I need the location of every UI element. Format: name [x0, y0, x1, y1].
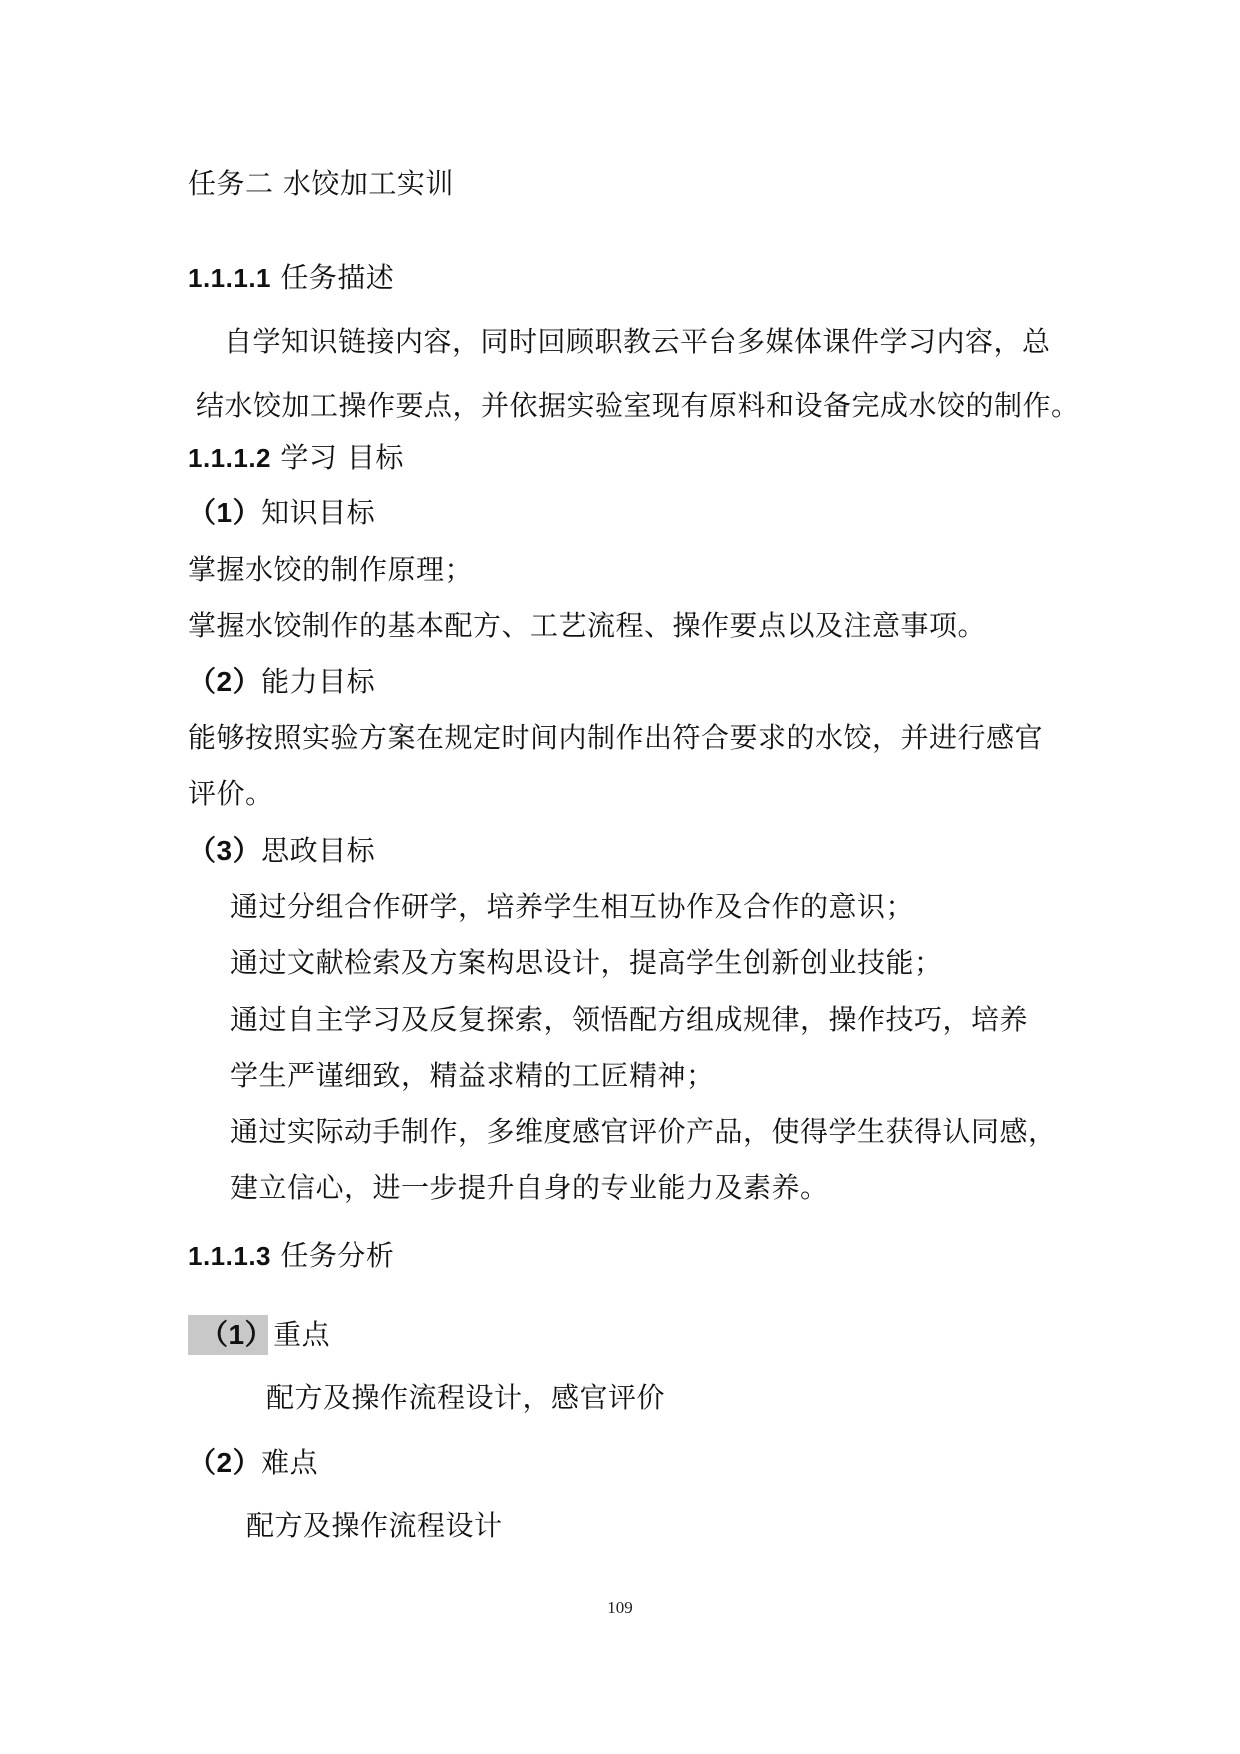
knowledge-goal-heading	[188, 495, 375, 531]
key-point-text: 配方及操作流程设计，感官评价	[266, 1381, 666, 1414]
ability-goal-line-2: 评价。	[188, 777, 274, 810]
item-number: （1）	[188, 497, 262, 528]
section-number: 1.1.1.3	[188, 1241, 272, 1271]
key-point-heading	[200, 1317, 330, 1353]
knowledge-goal-item-2: 掌握水饺制作的基本配方、工艺流程、操作要点以及注意事项。	[188, 609, 987, 642]
ideology-goal-heading	[188, 833, 375, 869]
section-title: 任务描述	[280, 261, 395, 294]
difficult-point-text: 配方及操作流程设计	[246, 1509, 503, 1542]
section-number: 1.1.1.1	[188, 263, 272, 293]
ideology-goal-item-4-line-2: 建立信心，进一步提升自身的专业能力及素养。	[230, 1171, 829, 1204]
description-line-1: 自学知识链接内容，同时回顾职教云平台多媒体课件学习内容，总	[224, 325, 1051, 358]
task-title: 任务二 水饺加工实训	[188, 167, 454, 200]
section-heading-task-description	[188, 260, 394, 296]
item-label: 知识目标	[261, 496, 376, 529]
section-title: 学习 目标	[280, 441, 404, 474]
ideology-goal-item-1: 通过分组合作研学，培养学生相互协作及合作的意识；	[230, 890, 915, 923]
item-label: 思政目标	[261, 834, 376, 867]
page-number: 109	[607, 1598, 633, 1617]
ability-goal-heading	[188, 664, 375, 700]
ability-goal-line-1: 能够按照实验方案在规定时间内制作出符合要求的水饺，并进行感官	[188, 721, 1044, 754]
item-label: 难点	[261, 1446, 319, 1479]
ideology-goal-item-3-line-1: 通过自主学习及反复探索，领悟配方组成规律，操作技巧，培养	[230, 1003, 1029, 1036]
ideology-goal-item-3-line-2: 学生严谨细致，精益求精的工匠精神；	[230, 1059, 715, 1092]
section-number: 1.1.1.2	[188, 443, 272, 473]
ideology-goal-item-2: 通过文献检索及方案构思设计，提高学生创新创业技能；	[230, 946, 943, 979]
section-heading-task-analysis	[188, 1238, 394, 1274]
ideology-goal-item-4-line-1: 通过实际动手制作，多维度感官评价产品，使得学生获得认同感，	[230, 1115, 1057, 1148]
difficult-point-heading	[188, 1445, 318, 1481]
item-number: （2）	[188, 666, 262, 697]
description-line-2: 结水饺加工操作要点，并依据实验室现有原料和设备完成水饺的制作。	[196, 389, 1080, 422]
section-heading-learning-goals	[188, 440, 404, 476]
section-title: 任务分析	[280, 1239, 395, 1272]
item-number: （1）	[200, 1319, 274, 1350]
item-label: 重点	[273, 1318, 331, 1351]
item-number: （2）	[188, 1447, 262, 1478]
item-number: （3）	[188, 835, 262, 866]
knowledge-goal-item-1: 掌握水饺的制作原理；	[188, 553, 474, 586]
item-label: 能力目标	[261, 665, 376, 698]
